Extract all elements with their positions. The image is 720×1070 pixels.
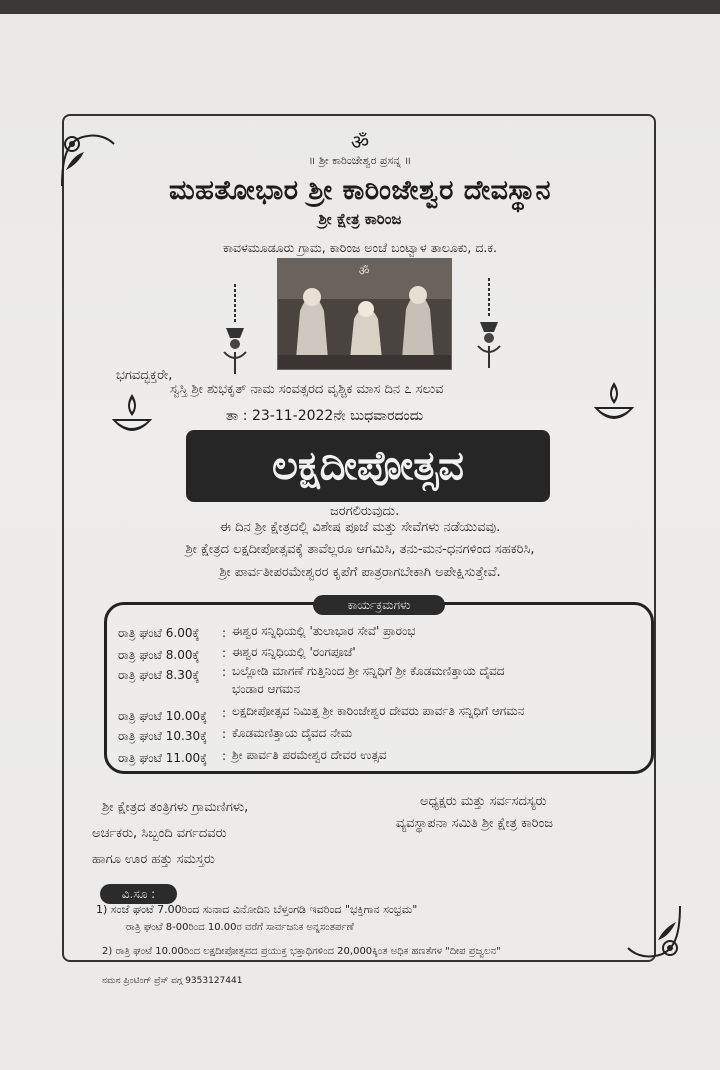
invite-line: ಸ್ವಸ್ತಿ ಶ್ರೀ ಶುಭಕೃತ್ ನಾಮ ಸಂವತ್ಸರದ ವೃಶ್ಚಿಕ ಮಾಸ ದಿನ ೭ ಸಲುವ bbox=[170, 382, 444, 397]
signatory-right-line-2: ವ್ಯವಸ್ಥಾಪನಾ ಸಮಿತಿ ಶ್ರೀ ಕ್ಷೇತ್ರ ಕಾರಿಂಜ bbox=[396, 816, 553, 831]
program-colon: : bbox=[222, 706, 227, 720]
note-2: 2) ರಾತ್ರಿ ಘಂಟೆ 10.00ರಿಂದ ಲಕ್ಷದೀಪೋತ್ಸವದ ಪ್ರಯುಕ್ತ ಭಕ್ತಾಧಿಗಳಿಂದ 20,000ಕ್ಕಿಂತ ಅಧಿಕ ಹಣತೆಗಳ "ದೀಪ ಪ್ರಜ್ವಲನ" bbox=[102, 946, 501, 957]
signatory-right-line-1: ಅಧ್ಯಕ್ಷರು ಮತ್ತು ಸರ್ವಸದಸ್ಯರು bbox=[420, 794, 547, 809]
program-event: ಈಶ್ವರ ಸನ್ನಿಧಿಯಲ್ಲಿ 'ರಂಗಪೂಜೆ' bbox=[232, 645, 356, 659]
program-event: ಲಕ್ಷದೀಪೋತ್ಸವ ನಿಮಿತ್ತ ಶ್ರೀ ಕಾರಿಂಜೇಶ್ವರ ದೇವರು ಪಾರ್ವತಿ ಸನ್ನಿಧಿಗೆ ಆಗಮನ bbox=[232, 704, 525, 718]
diya-right-icon bbox=[592, 378, 636, 428]
hanging-lamp-right-icon bbox=[474, 278, 504, 370]
program-time: ರಾತ್ರಿ ಘಂಟೆ 11.00ಕ್ಕೆ bbox=[118, 751, 208, 765]
happening-note: ಜರಗಲಿರುವುದು. bbox=[330, 504, 400, 519]
program-time: ರಾತ್ರಿ ಘಂಟೆ 8.00ಕ್ಕೆ bbox=[118, 648, 200, 662]
program-colon: : bbox=[222, 727, 227, 741]
invitation-paragraph-3: ಶ್ರೀ ಪಾರ್ವತೀಪರಮೇಶ್ವರರ ಕೃಪೆಗೆ ಪಾತ್ರರಾಗಬೇಕಾಗಿ ಅಪೇಕ್ಷಿಸುತ್ತೇವೆ. bbox=[219, 565, 501, 580]
signatory-left-line-2: ಅರ್ಚಕರು, ಸಿಬ್ಬಂದಿ ವರ್ಗದವರು bbox=[92, 826, 227, 841]
signatory-left-line-1: ಶ್ರೀ ಕ್ಷೇತ್ರದ ತಂತ್ರಿಗಳು ಗ್ರಾಮಣಿಗಳು, bbox=[102, 800, 249, 815]
program-event: ಶ್ರೀ ಪಾರ್ವತಿ ಪರಮೇಶ್ವರ ದೇವರ ಉತ್ಸವ bbox=[232, 748, 387, 762]
program-colon: : bbox=[222, 665, 227, 679]
om-symbol: ॐ bbox=[350, 130, 370, 154]
program-time: ರಾತ್ರಿ ಘಂಟೆ 6.00ಕ್ಕೆ bbox=[118, 626, 200, 640]
note-1: 1) ಸಂಜೆ ಘಂಟೆ 7.00ರಿಂದ ಸುನಾದ ವಿನೋದಿನಿ ಬೆಳ್ತಂಗಡಿ ಇವರಿಂದ "ಭಕ್ತಿಗಾನ ಸಂಭ್ರಮ" bbox=[96, 903, 418, 916]
signatory-left-line-3: ಹಾಗೂ ಊರ ಹತ್ತು ಸಮಸ್ತರು bbox=[92, 852, 215, 867]
greeting: ಭಗವದ್ಭಕ್ತರೇ, bbox=[116, 368, 173, 383]
program-colon: : bbox=[222, 749, 227, 763]
kshetra-name: ಶ್ರೀ ಕ್ಷೇತ್ರ ಕಾರಿಂಜ bbox=[318, 210, 402, 228]
note-1-continued: ರಾತ್ರಿ ಘಂಟೆ 8-00ರಿಂದ 10.00ರ ವರೆಗೆ ಸಾರ್ವಜನಿಕ ಅನ್ನಸಂತರ್ಪಣೆ bbox=[126, 922, 354, 933]
program-time: ರಾತ್ರಿ ಘಂಟೆ 8.30ಕ್ಕೆ bbox=[118, 668, 200, 682]
program-time: ರಾತ್ರಿ ಘಂಟೆ 10.30ಕ್ಕೆ bbox=[118, 729, 208, 743]
program-event: ಕೊಡಮಣಿತ್ತಾಯ ದೈವದ ನೇಮ bbox=[232, 726, 353, 740]
event-name-banner: ಲಕ್ಷದೀಪೋತ್ಸವ bbox=[186, 430, 550, 502]
program-colon: : bbox=[222, 626, 227, 640]
invitation-paragraph-2: ಶ್ರೀ ಕ್ಷೇತ್ರದ ಲಕ್ಷದೀಪೋತ್ಸವಕ್ಕೆ ತಾವೆಲ್ಲರೂ ಆಗಮಿಸಿ, ತನು-ಮನ-ಧನಗಳಿಂದ ಸಹಕರಿಸಿ, bbox=[185, 542, 535, 557]
program-colon: : bbox=[222, 646, 227, 660]
notes-heading: ವಿ.ಸೂ : bbox=[100, 884, 177, 904]
svg-text:ॐ: ॐ bbox=[358, 264, 370, 278]
event-date: ತಾ : 23-11-2022ನೇ ಬುಧವಾರದಂದು bbox=[226, 408, 424, 424]
program-event-continued: ಭಂಡಾರ ಆಗಮನ bbox=[232, 682, 301, 696]
temple-title: ಮಹತೋಭಾರ ಶ್ರೀ ಕಾರಿಂಜೇಶ್ವರ ದೇವಸ್ಥಾನ bbox=[168, 175, 552, 206]
invitation-paragraph-1: ಈ ದಿನ ಶ್ರೀ ಕ್ಷೇತ್ರದಲ್ಲಿ ವಿಶೇಷ ಪೂಜೆ ಮತ್ತು ಸೇವೆಗಳು ನಡೆಯುವವು. bbox=[219, 520, 501, 535]
blessing-line: ॥ ಶ್ರೀ ಕಾರಿಂಜೇಶ್ವರ ಪ್ರಸನ್ನ ॥ bbox=[308, 154, 412, 167]
hanging-lamp-left-icon bbox=[220, 284, 250, 376]
diya-left-icon bbox=[110, 390, 154, 440]
temple-address: ಕಾವಳಮೂಡೂರು ಗ್ರಾಮ, ಕಾರಿಂಜ ಅಂಚೆ ಬಂಟ್ವಾಳ ತಾಲೂಕು, ದ.ಕ. bbox=[222, 240, 497, 255]
program-event: ಈಶ್ವರ ಸನ್ನಿಧಿಯಲ್ಲಿ 'ತುಲಾಭಾರ ಸೇವೆ' ಪ್ರಾರಂಭ bbox=[232, 624, 416, 638]
printer-credit: ನಮನ ಪ್ರಿಂಟಿಂಗ್ ಪ್ರೆಸ್ ವಗ್ಗ 9353127441 bbox=[102, 976, 243, 986]
deity-photo bbox=[277, 258, 452, 370]
program-event: ಬಲ್ಲೋಡಿ ಮಾಗಣೆ ಗುತ್ತಿನಿಂದ ಶ್ರೀ ಸನ್ನಿಧಿಗೆ ಶ್ರೀ ಕೊಡಮಣಿತ್ತಾಯ ದೈವದ bbox=[232, 664, 505, 678]
program-heading: ಕಾರ್ಯಕ್ರಮಗಳು bbox=[313, 595, 445, 615]
program-time: ರಾತ್ರಿ ಘಂಟೆ 10.00ಕ್ಕೆ bbox=[118, 709, 208, 723]
corner-flourish-bottom-right-icon bbox=[624, 902, 684, 962]
